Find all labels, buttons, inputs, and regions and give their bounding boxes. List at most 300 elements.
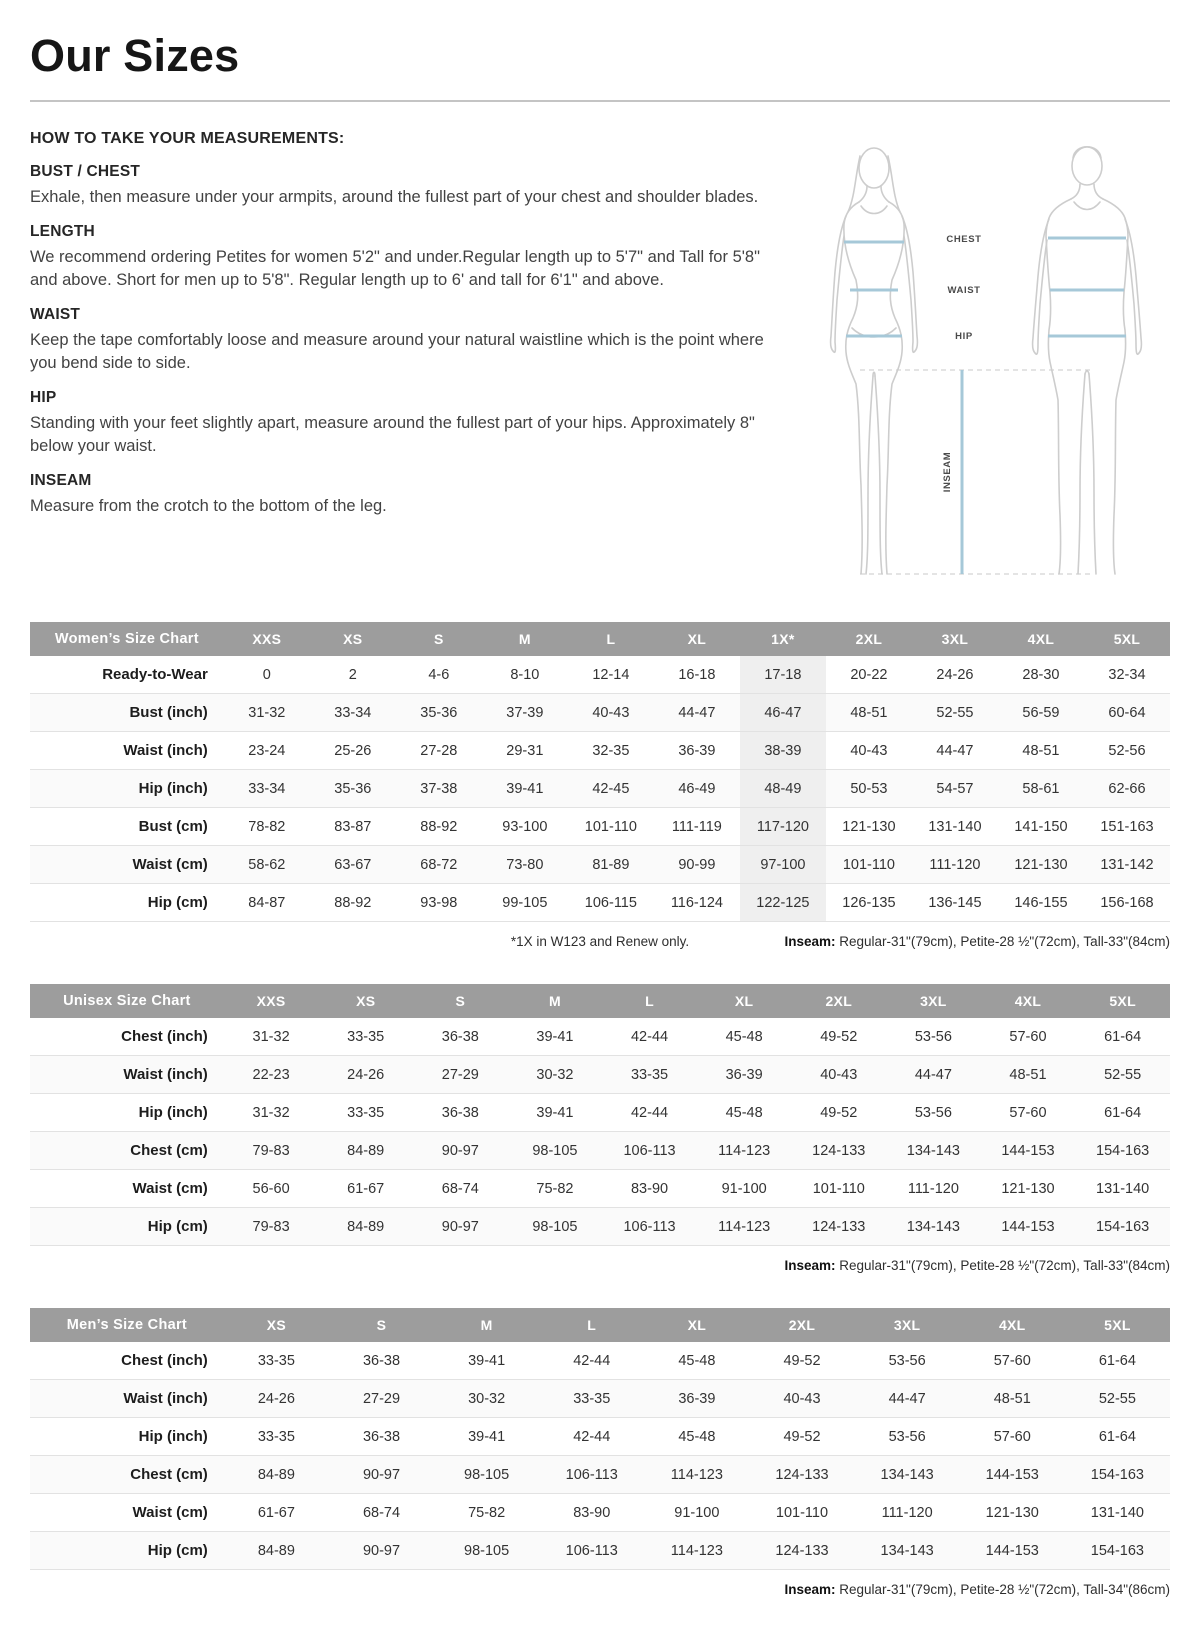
size-value-cell: 75-82: [508, 1170, 603, 1208]
size-column-header-L: L: [602, 984, 697, 1018]
size-value-cell: 39-41: [508, 1094, 603, 1132]
size-value-cell: 20-22: [826, 656, 912, 694]
size-value-cell: 154-163: [1075, 1208, 1170, 1246]
size-value-cell: 114-123: [697, 1132, 792, 1170]
measurement-row: [30, 884, 1170, 922]
size-value-cell: 57-60: [981, 1018, 1076, 1056]
size-value-cell: 124-133: [791, 1208, 886, 1246]
size-value-cell: 90-97: [413, 1208, 508, 1246]
size-column-header-XL: XL: [654, 622, 740, 656]
size-value-cell: 52-55: [912, 694, 998, 732]
size-column-header-XS: XS: [310, 622, 396, 656]
size-value-cell: 45-48: [644, 1418, 749, 1456]
measurement-row-label: Waist (inch): [30, 1056, 224, 1094]
size-column-header-2XL: 2XL: [749, 1308, 854, 1342]
size-value-cell: 45-48: [697, 1094, 792, 1132]
size-value-cell: 114-123: [644, 1532, 749, 1570]
size-value-cell: 90-97: [413, 1132, 508, 1170]
size-value-cell: 98-105: [434, 1456, 539, 1494]
size-value-cell: 144-153: [981, 1132, 1076, 1170]
size-value-cell: 90-97: [329, 1532, 434, 1570]
size-chart-header-row: [30, 622, 1170, 656]
page-title: Our Sizes: [30, 30, 240, 81]
section-body-length: We recommend ordering Petites for women 5'2" and under.Regular length up to 5'7" and Tall for 5'8" and above. Short for men up to 5'8". Regular length up to 6' and tall for 6'1" and above.: [30, 248, 760, 289]
size-value-cell: 40-43: [749, 1380, 854, 1418]
size-value-cell: 61-67: [224, 1494, 329, 1532]
size-value-cell: 83-90: [602, 1170, 697, 1208]
measurement-row-label: Waist (inch): [30, 732, 224, 770]
one-x-footnote: *1X in W123 and Renew only.: [510, 934, 690, 949]
size-value-cell: 32-35: [568, 732, 654, 770]
size-value-cell: 58-61: [998, 770, 1084, 808]
size-value-cell: 56-59: [998, 694, 1084, 732]
inseam-footnote: Inseam: Regular-31"(79cm), Petite-28 ½"(72cm), Tall-34"(86cm): [784, 1582, 1170, 1597]
womens-size-chart: [30, 622, 1170, 952]
size-value-cell: 48-51: [998, 732, 1084, 770]
womens-size-table: [30, 622, 1170, 922]
size-value-cell: 57-60: [960, 1342, 1065, 1380]
size-value-cell: 16-18: [654, 656, 740, 694]
size-value-cell: 40-43: [568, 694, 654, 732]
size-value-cell: 101-110: [568, 808, 654, 846]
size-value-cell: 154-163: [1065, 1456, 1170, 1494]
section-title-waist: WAIST: [30, 306, 81, 324]
size-value-cell: 134-143: [855, 1532, 960, 1570]
size-value-cell: 42-45: [568, 770, 654, 808]
size-value-cell: 111-120: [886, 1170, 981, 1208]
measurement-row-label: Waist (cm): [30, 846, 224, 884]
inseam-label: INSEAM: [942, 451, 953, 493]
size-value-cell: 24-26: [912, 656, 998, 694]
size-value-cell: 42-44: [602, 1018, 697, 1056]
size-value-cell: 84-87: [224, 884, 310, 922]
size-value-cell: 30-32: [434, 1380, 539, 1418]
size-value-cell: 121-130: [998, 846, 1084, 884]
chart-footnotes: [30, 1582, 1170, 1600]
size-value-cell: 57-60: [981, 1094, 1076, 1132]
size-value-cell: 131-140: [912, 808, 998, 846]
size-value-cell: 99-105: [482, 884, 568, 922]
measurement-row: [30, 846, 1170, 884]
size-column-header-5XL: 5XL: [1084, 622, 1170, 656]
size-value-cell: 33-35: [602, 1056, 697, 1094]
size-value-cell: 90-97: [329, 1456, 434, 1494]
size-value-cell: 131-140: [1065, 1494, 1170, 1532]
measurement-row: [30, 694, 1170, 732]
size-column-header-XL: XL: [697, 984, 792, 1018]
size-charts-container: [30, 622, 1170, 1600]
size-value-cell: 106-115: [568, 884, 654, 922]
size-value-cell: 36-39: [654, 732, 740, 770]
size-value-cell: 60-64: [1084, 694, 1170, 732]
section-body-hip: Standing with your feet slightly apart, measure around the fullest part of your hips. Approximately 8" below your waist.: [30, 414, 755, 455]
size-value-cell: 31-32: [224, 1018, 319, 1056]
section-body-waist: Keep the tape comfortably loose and measure around your natural waistline which is the point where you bend side to side.: [30, 331, 764, 372]
size-value-cell: 121-130: [981, 1170, 1076, 1208]
size-value-cell: 36-39: [697, 1056, 792, 1094]
size-value-cell: 121-130: [960, 1494, 1065, 1532]
size-value-cell: 124-133: [791, 1132, 886, 1170]
size-value-cell: 32-34: [1084, 656, 1170, 694]
size-value-cell: 81-89: [568, 846, 654, 884]
measurement-row-label: Chest (inch): [30, 1342, 224, 1380]
size-value-cell: 124-133: [749, 1456, 854, 1494]
measurement-row: [30, 1342, 1170, 1380]
size-value-cell: 106-113: [602, 1132, 697, 1170]
size-value-cell: 101-110: [749, 1494, 854, 1532]
size-value-cell: 52-56: [1084, 732, 1170, 770]
title-divider: [30, 100, 1170, 102]
size-value-cell: 35-36: [396, 694, 482, 732]
size-value-cell: 131-140: [1075, 1170, 1170, 1208]
size-value-cell: 84-89: [224, 1532, 329, 1570]
size-value-cell: 49-52: [791, 1018, 886, 1056]
size-column-header-5XL: 5XL: [1075, 984, 1170, 1018]
section-body-bust-chest: Exhale, then measure under your armpits, around the fullest part of your chest and shoulder blades.: [30, 188, 759, 206]
size-value-cell: 68-74: [413, 1170, 508, 1208]
measurement-row: [30, 1094, 1170, 1132]
size-value-cell: 141-150: [998, 808, 1084, 846]
size-value-cell: 98-105: [508, 1208, 603, 1246]
size-value-cell: 37-38: [396, 770, 482, 808]
size-value-cell: 33-34: [224, 770, 310, 808]
size-chart-title: Women’s Size Chart: [30, 622, 224, 656]
size-value-cell: 36-38: [329, 1342, 434, 1380]
size-value-cell: 68-74: [329, 1494, 434, 1532]
measurement-row-label: Hip (cm): [30, 1532, 224, 1570]
size-value-cell: 22-23: [224, 1056, 319, 1094]
size-value-cell: 121-130: [826, 808, 912, 846]
size-value-cell: 111-119: [654, 808, 740, 846]
size-value-cell: 61-64: [1075, 1018, 1170, 1056]
size-value-cell: 46-49: [654, 770, 740, 808]
size-value-cell: 27-28: [396, 732, 482, 770]
measurement-row: [30, 1380, 1170, 1418]
size-value-cell: 42-44: [539, 1342, 644, 1380]
size-value-cell: 58-62: [224, 846, 310, 884]
size-value-cell: 17-18: [740, 656, 826, 694]
size-value-cell: 4-6: [396, 656, 482, 694]
size-value-cell: 134-143: [886, 1132, 981, 1170]
size-value-cell: 57-60: [960, 1418, 1065, 1456]
measurement-row-label: Hip (inch): [30, 770, 224, 808]
size-value-cell: 48-51: [960, 1380, 1065, 1418]
size-value-cell: 122-125: [740, 884, 826, 922]
size-value-cell: 36-39: [644, 1380, 749, 1418]
size-value-cell: 31-32: [224, 1094, 319, 1132]
size-value-cell: 124-133: [749, 1532, 854, 1570]
measure-section-hip: [30, 389, 775, 457]
size-value-cell: 79-83: [224, 1208, 319, 1246]
size-value-cell: 106-113: [602, 1208, 697, 1246]
size-value-cell: 156-168: [1084, 884, 1170, 922]
size-value-cell: 78-82: [224, 808, 310, 846]
size-value-cell: 52-55: [1065, 1380, 1170, 1418]
size-value-cell: 84-89: [224, 1456, 329, 1494]
size-value-cell: 44-47: [855, 1380, 960, 1418]
size-value-cell: 29-31: [482, 732, 568, 770]
size-value-cell: 44-47: [912, 732, 998, 770]
size-column-header-S: S: [396, 622, 482, 656]
size-value-cell: 106-113: [539, 1532, 644, 1570]
size-column-header-S: S: [329, 1308, 434, 1342]
size-value-cell: 33-34: [310, 694, 396, 732]
size-value-cell: 111-120: [855, 1494, 960, 1532]
mens-size-chart: [30, 1308, 1170, 1600]
measurement-row-label: Chest (cm): [30, 1132, 224, 1170]
size-value-cell: 53-56: [855, 1418, 960, 1456]
size-value-cell: 61-64: [1075, 1094, 1170, 1132]
size-value-cell: 136-145: [912, 884, 998, 922]
section-body-inseam: Measure from the crotch to the bottom of the leg.: [30, 497, 387, 516]
inseam-footnote-label: Inseam:: [784, 934, 836, 949]
size-value-cell: 114-123: [697, 1208, 792, 1246]
measurement-row-label: Hip (inch): [30, 1094, 224, 1132]
section-title-inseam: INSEAM: [30, 472, 92, 490]
instructions-column: [30, 128, 775, 592]
size-value-cell: 151-163: [1084, 808, 1170, 846]
size-chart-title: Unisex Size Chart: [30, 984, 224, 1018]
size-value-cell: 48-51: [826, 694, 912, 732]
size-value-cell: 36-38: [413, 1018, 508, 1056]
size-value-cell: 49-52: [749, 1418, 854, 1456]
size-column-header-1X*: 1X*: [740, 622, 826, 656]
size-value-cell: 56-60: [224, 1170, 319, 1208]
size-value-cell: 62-66: [1084, 770, 1170, 808]
size-value-cell: 24-26: [224, 1380, 329, 1418]
size-value-cell: 144-153: [960, 1532, 1065, 1570]
size-value-cell: 134-143: [855, 1456, 960, 1494]
size-value-cell: 144-153: [981, 1208, 1076, 1246]
size-value-cell: 73-80: [482, 846, 568, 884]
measurement-row: [30, 1208, 1170, 1246]
measurement-row: [30, 1418, 1170, 1456]
measurement-row-label: Bust (inch): [30, 694, 224, 732]
measurements-heading: HOW TO TAKE YOUR MEASUREMENTS:: [30, 130, 345, 147]
size-column-header-XS: XS: [224, 1308, 329, 1342]
size-value-cell: 106-113: [539, 1456, 644, 1494]
measurement-row: [30, 770, 1170, 808]
section-title-length: LENGTH: [30, 223, 95, 241]
measurement-row-label: Bust (cm): [30, 808, 224, 846]
measurement-row: [30, 1532, 1170, 1570]
size-value-cell: 91-100: [697, 1170, 792, 1208]
size-value-cell: 39-41: [434, 1342, 539, 1380]
size-value-cell: 126-135: [826, 884, 912, 922]
size-value-cell: 27-29: [329, 1380, 434, 1418]
size-column-header-L: L: [539, 1308, 644, 1342]
size-value-cell: 33-35: [539, 1380, 644, 1418]
waist-label: WAIST: [947, 285, 981, 296]
size-value-cell: 131-142: [1084, 846, 1170, 884]
measurement-instructions-area: [30, 128, 1170, 592]
size-column-header-M: M: [434, 1308, 539, 1342]
size-value-cell: 25-26: [310, 732, 396, 770]
unisex-size-table: [30, 984, 1170, 1246]
size-value-cell: 154-163: [1075, 1132, 1170, 1170]
size-value-cell: 39-41: [508, 1018, 603, 1056]
size-value-cell: 33-35: [318, 1094, 413, 1132]
size-value-cell: 50-53: [826, 770, 912, 808]
measure-section-waist: [30, 306, 775, 374]
size-value-cell: 116-124: [654, 884, 740, 922]
measurement-row-label: Ready-to-Wear: [30, 656, 224, 694]
size-value-cell: 39-41: [434, 1418, 539, 1456]
measurement-row-label: Waist (inch): [30, 1380, 224, 1418]
size-value-cell: 97-100: [740, 846, 826, 884]
size-column-header-XXS: XXS: [224, 622, 310, 656]
size-value-cell: 83-87: [310, 808, 396, 846]
size-chart-header-row: [30, 1308, 1170, 1342]
size-value-cell: 33-35: [224, 1418, 329, 1456]
size-value-cell: 35-36: [310, 770, 396, 808]
size-column-header-3XL: 3XL: [886, 984, 981, 1018]
size-value-cell: 45-48: [644, 1342, 749, 1380]
size-value-cell: 30-32: [508, 1056, 603, 1094]
measure-section-bust-chest: [30, 163, 775, 208]
size-value-cell: 38-39: [740, 732, 826, 770]
size-value-cell: 88-92: [396, 808, 482, 846]
measurement-row: [30, 1494, 1170, 1532]
inseam-footnote-label: Inseam:: [784, 1258, 836, 1273]
size-value-cell: 53-56: [886, 1094, 981, 1132]
size-value-cell: 79-83: [224, 1132, 319, 1170]
size-value-cell: 88-92: [310, 884, 396, 922]
male-figure-illustration: [1033, 147, 1142, 574]
chest-label: CHEST: [946, 234, 982, 245]
size-value-cell: 49-52: [791, 1094, 886, 1132]
size-column-header-M: M: [508, 984, 603, 1018]
measure-section-length: [30, 223, 775, 291]
size-value-cell: 146-155: [998, 884, 1084, 922]
size-value-cell: 114-123: [644, 1456, 749, 1494]
size-value-cell: 52-55: [1075, 1056, 1170, 1094]
female-figure-illustration: [831, 148, 918, 574]
size-value-cell: 68-72: [396, 846, 482, 884]
size-column-header-3XL: 3XL: [912, 622, 998, 656]
size-value-cell: 28-30: [998, 656, 1084, 694]
measure-section-inseam: [30, 472, 775, 517]
size-value-cell: 93-100: [482, 808, 568, 846]
size-value-cell: 23-24: [224, 732, 310, 770]
measurement-row-label: Chest (cm): [30, 1456, 224, 1494]
measurement-row-label: Hip (cm): [30, 1208, 224, 1246]
body-measurement-illustration: [802, 130, 1170, 592]
size-value-cell: 37-39: [482, 694, 568, 732]
size-value-cell: 98-105: [434, 1532, 539, 1570]
size-value-cell: 48-49: [740, 770, 826, 808]
measurement-row: [30, 1456, 1170, 1494]
size-value-cell: 117-120: [740, 808, 826, 846]
section-title-hip: HIP: [30, 389, 57, 407]
size-value-cell: 54-57: [912, 770, 998, 808]
measurement-row-label: Hip (cm): [30, 884, 224, 922]
chart-footnotes: [30, 934, 1170, 952]
size-value-cell: 39-41: [482, 770, 568, 808]
measurement-row: [30, 1170, 1170, 1208]
size-value-cell: 48-51: [981, 1056, 1076, 1094]
inseam-footnote: Inseam: Regular-31"(79cm), Petite-28 ½"(72cm), Tall-33"(84cm): [784, 1258, 1170, 1273]
hip-label: HIP: [955, 331, 973, 342]
size-value-cell: 101-110: [826, 846, 912, 884]
size-value-cell: 45-48: [697, 1018, 792, 1056]
size-value-cell: 61-64: [1065, 1418, 1170, 1456]
mens-size-table: [30, 1308, 1170, 1570]
size-column-header-XL: XL: [644, 1308, 749, 1342]
unisex-size-chart: [30, 984, 1170, 1276]
size-column-header-XS: XS: [318, 984, 413, 1018]
size-value-cell: 111-120: [912, 846, 998, 884]
size-value-cell: 46-47: [740, 694, 826, 732]
inseam-footnote: Inseam: Regular-31"(79cm), Petite-28 ½"(72cm), Tall-33"(84cm): [784, 934, 1170, 949]
size-value-cell: 8-10: [482, 656, 568, 694]
size-value-cell: 40-43: [826, 732, 912, 770]
size-value-cell: 33-35: [318, 1018, 413, 1056]
size-chart-header-row: [30, 984, 1170, 1018]
size-value-cell: 12-14: [568, 656, 654, 694]
measurement-row-label: Waist (cm): [30, 1494, 224, 1532]
inseam-footnote-label: Inseam:: [784, 1582, 836, 1597]
size-value-cell: 93-98: [396, 884, 482, 922]
measurement-row: [30, 1132, 1170, 1170]
size-value-cell: 27-29: [413, 1056, 508, 1094]
measurement-row: [30, 1018, 1170, 1056]
size-column-header-L: L: [568, 622, 654, 656]
size-value-cell: 42-44: [539, 1418, 644, 1456]
size-value-cell: 75-82: [434, 1494, 539, 1532]
measurement-row-label: Waist (cm): [30, 1170, 224, 1208]
size-column-header-4XL: 4XL: [960, 1308, 1065, 1342]
size-column-header-XXS: XXS: [224, 984, 319, 1018]
size-value-cell: 101-110: [791, 1170, 886, 1208]
size-value-cell: 53-56: [886, 1018, 981, 1056]
size-value-cell: 49-52: [749, 1342, 854, 1380]
measurement-row: [30, 808, 1170, 846]
size-column-header-2XL: 2XL: [791, 984, 886, 1018]
size-value-cell: 2: [310, 656, 396, 694]
size-column-header-3XL: 3XL: [855, 1308, 960, 1342]
size-value-cell: 36-38: [413, 1094, 508, 1132]
size-column-header-S: S: [413, 984, 508, 1018]
size-value-cell: 84-89: [318, 1132, 413, 1170]
size-value-cell: 154-163: [1065, 1532, 1170, 1570]
size-value-cell: 42-44: [602, 1094, 697, 1132]
size-value-cell: 84-89: [318, 1208, 413, 1246]
measurement-row: [30, 656, 1170, 694]
size-column-header-5XL: 5XL: [1065, 1308, 1170, 1342]
measurement-row: [30, 1056, 1170, 1094]
size-value-cell: 144-153: [960, 1456, 1065, 1494]
size-value-cell: 63-67: [310, 846, 396, 884]
size-value-cell: 53-56: [855, 1342, 960, 1380]
size-value-cell: 91-100: [644, 1494, 749, 1532]
size-value-cell: 0: [224, 656, 310, 694]
size-chart-title: Men’s Size Chart: [30, 1308, 224, 1342]
measurement-row-label: Chest (inch): [30, 1018, 224, 1056]
size-value-cell: 40-43: [791, 1056, 886, 1094]
size-value-cell: 61-67: [318, 1170, 413, 1208]
size-value-cell: 61-64: [1065, 1342, 1170, 1380]
size-value-cell: 24-26: [318, 1056, 413, 1094]
size-value-cell: 36-38: [329, 1418, 434, 1456]
size-value-cell: 98-105: [508, 1132, 603, 1170]
measurement-row: [30, 732, 1170, 770]
size-column-header-2XL: 2XL: [826, 622, 912, 656]
chart-footnotes: [30, 1258, 1170, 1276]
size-value-cell: 83-90: [539, 1494, 644, 1532]
size-value-cell: 33-35: [224, 1342, 329, 1380]
size-column-header-4XL: 4XL: [981, 984, 1076, 1018]
